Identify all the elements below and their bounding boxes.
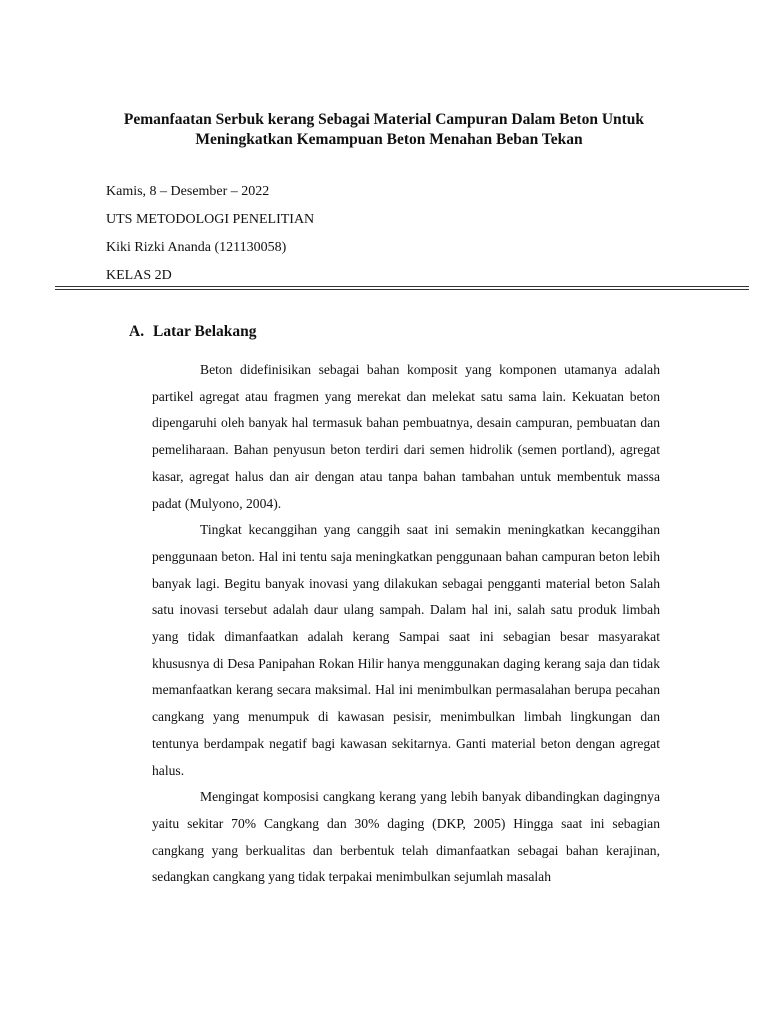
document-body (152, 357, 660, 891)
document-date: Kamis, 8 – Desember – 2022 (106, 184, 270, 199)
document-meta (106, 178, 314, 290)
section-title: Latar Belakang (153, 323, 257, 340)
document-title (60, 110, 708, 150)
section-heading (129, 322, 257, 342)
title-line-2: Meningkatkan Kemampuan Beton Menahan Beban Tekan (195, 131, 583, 148)
paragraph-1: Beton didefinisikan sebagai bahan komposit yang komponen utamanya adalah partikel agregat atau fragmen yang merekat dan melekat satu sama lain. Kekuatan beton dipengaruhi oleh banyak hal termasuk bahan pembuatnya, desain campuran, pembuatan dan pemeliharaan. Bahan penyusun beton terdiri dari semen hidrolik (semen portland), agregat kasar, agregat halus dan air dengan atau tanpa bahan tambahan untuk membentuk massa padat (Mulyono, 2004). (152, 362, 660, 511)
section-letter: A. (129, 323, 145, 340)
paragraph-3: Mengingat komposisi cangkang kerang yang lebih banyak dibandingkan dagingnya yaitu sekitar 70% Cangkang dan 30% daging (DKP, 2005) Hingga saat ini sebagian cangkang yang berkualitas dan berbentuk telah dimanfaatkan sebagai bahan kerajinan, sedangkan cangkang yang tidak terpakai menimbulkan sejumlah masalah (152, 789, 660, 885)
author-name: Kiki Rizki Ananda (121130058) (106, 240, 287, 255)
class-name: KELAS 2D (106, 268, 172, 283)
paragraph-2: Tingkat kecanggihan yang canggih saat ini semakin meningkatkan kecanggihan penggunaan beton. Hal ini tentu saja meningkatkan penggunaan bahan campuran beton lebih banyak lagi. Begitu banyak inovasi yang dilakukan sebagai pengganti material beton Salah satu inovasi tersebut adalah daur ulang sampah. Dalam hal ini, salah satu produk limbah yang tidak dimanfaatkan adalah kerang Sampai saat ini sebagian besar masyarakat khususnya di Desa Panipahan Rokan Hilir hanya menggunakan daging kerang saja dan tidak memanfaatkan kerang secara maksimal. Hal ini menimbulkan permasalahan berupa pecahan cangkang yang menumpuk di kawasan pesisir, menimbulkan limbah lingkungan dan tentunya berdampak negatif bagi kawasan sekitarnya. Ganti material beton dengan agregat halus. (152, 522, 660, 778)
header-divider (55, 286, 749, 290)
course-name: UTS METODOLOGI PENELITIAN (106, 212, 315, 227)
title-line-1: Pemanfaatan Serbuk kerang Sebagai Material Campuran Dalam Beton Untuk (123, 111, 645, 128)
